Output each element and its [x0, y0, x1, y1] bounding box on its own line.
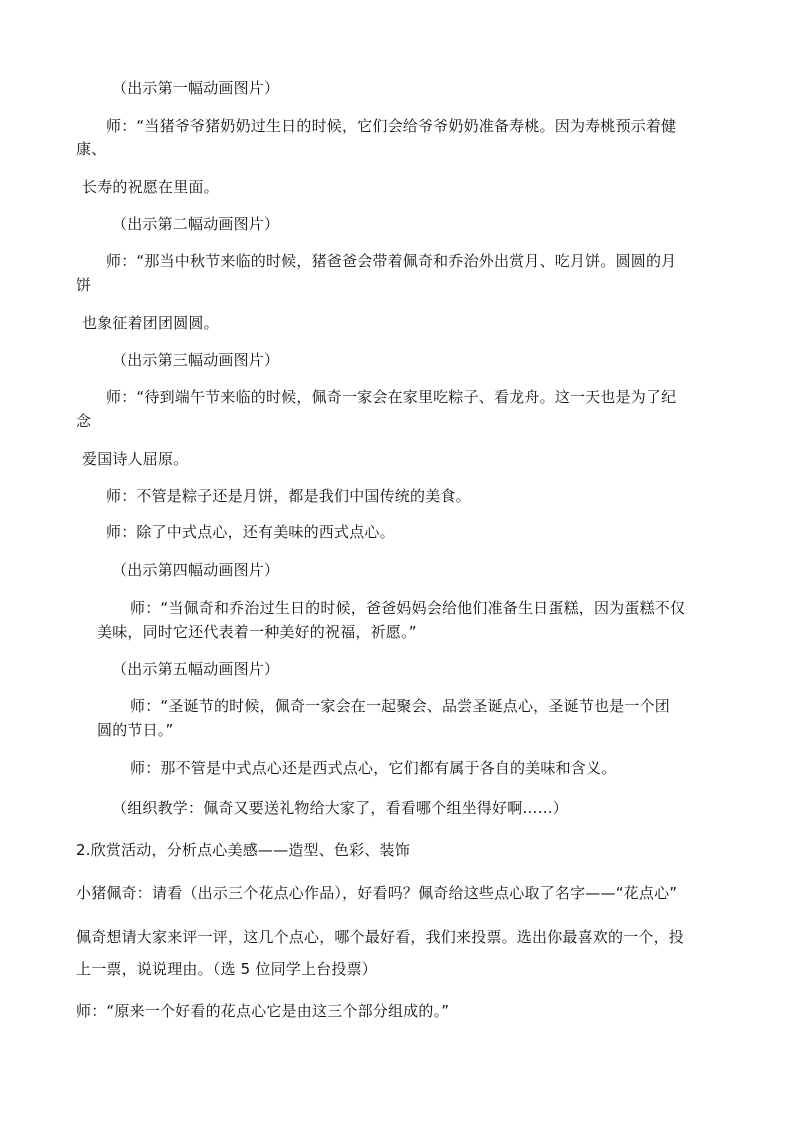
stage-direction-4: （出示第四幅动画图片） — [112, 561, 280, 579]
stage-direction-1: （出示第一幅动画图片） — [112, 79, 280, 97]
teacher-line-1: 师：“当猪爷爷猪奶奶过生日的时候，它们会给爷爷奶奶准备寿桃。因为寿桃预示着健 — [106, 117, 677, 135]
peppa-line-2-cont: 上一票，说说理由。（选 5 位同学上台投票） — [76, 960, 377, 978]
stage-direction-2: （出示第二幅动画图片） — [112, 215, 280, 233]
teacher-line-1-wrap: 康、 — [76, 140, 107, 158]
stage-direction-3: （出示第三幅动画图片） — [112, 351, 280, 369]
teacher-line-2-wrap: 饼 — [76, 276, 92, 294]
peppa-line-1: 小猪佩奇：请看（出示三个花点心作品），好看吗？佩奇给这些点心取了名字——“花点心” — [76, 884, 678, 902]
teacher-line-3-cont: 爱国诗人屈原。 — [82, 450, 189, 468]
teacher-line-4: 师：不管是粽子还是月饼，都是我们中国传统的美食。 — [106, 487, 471, 505]
section-heading-2: 2.欣赏活动，分析点心美感——造型、色彩、装饰 — [76, 841, 410, 859]
teacher-line-1-cont: 长寿的祝愿在里面。 — [82, 178, 219, 196]
teacher-line-7-cont: 圆的节日。” — [97, 721, 174, 739]
teacher-line-3: 师：“待到端午节来临的时候，佩奇一家会在家里吃粽子、看龙舟。这一天也是为了纪 — [106, 388, 677, 406]
peppa-line-2: 佩奇想请大家来评一评，这几个点心，哪个最好看，我们来投票。选出你最喜欢的一个，投 — [76, 928, 685, 946]
teacher-line-7: 师：“圣诞节的时候，佩奇一家会在一起聚会、品尝圣诞点心，圣诞节也是一个团 — [130, 697, 670, 715]
teacher-line-5: 师：除了中式点心，还有美味的西式点心。 — [106, 523, 395, 541]
teacher-line-3-wrap: 念 — [76, 412, 92, 430]
teacher-line-2-cont: 也象征着团团圆圆。 — [82, 314, 219, 332]
stage-direction-5: （出示第五幅动画图片） — [112, 660, 280, 678]
teacher-line-8: 师：那不管是中式点心还是西式点心，它们都有属于各自的美味和含义。 — [130, 759, 617, 777]
teacher-line-6: 师：“当佩奇和乔治过生日的时候，爸爸妈妈会给他们准备生日蛋糕，因为蛋糕不仅 — [130, 599, 686, 617]
teacher-line-2: 师：“那当中秋节来临的时候，猪爸爸会带着佩奇和乔治外出赏月、吃月饼。圆圆的月 — [106, 252, 677, 270]
teacher-line-6-cont: 美味，同时它还代表着一种美好的祝福，祈愿。” — [97, 623, 417, 641]
organization-note: （组织教学：佩奇又要送礼物给大家了，看看哪个组坐得好啊……） — [112, 799, 569, 817]
teacher-line-9: 师：“原来一个好看的花点心它是由这三个部分组成的。” — [76, 1002, 450, 1020]
